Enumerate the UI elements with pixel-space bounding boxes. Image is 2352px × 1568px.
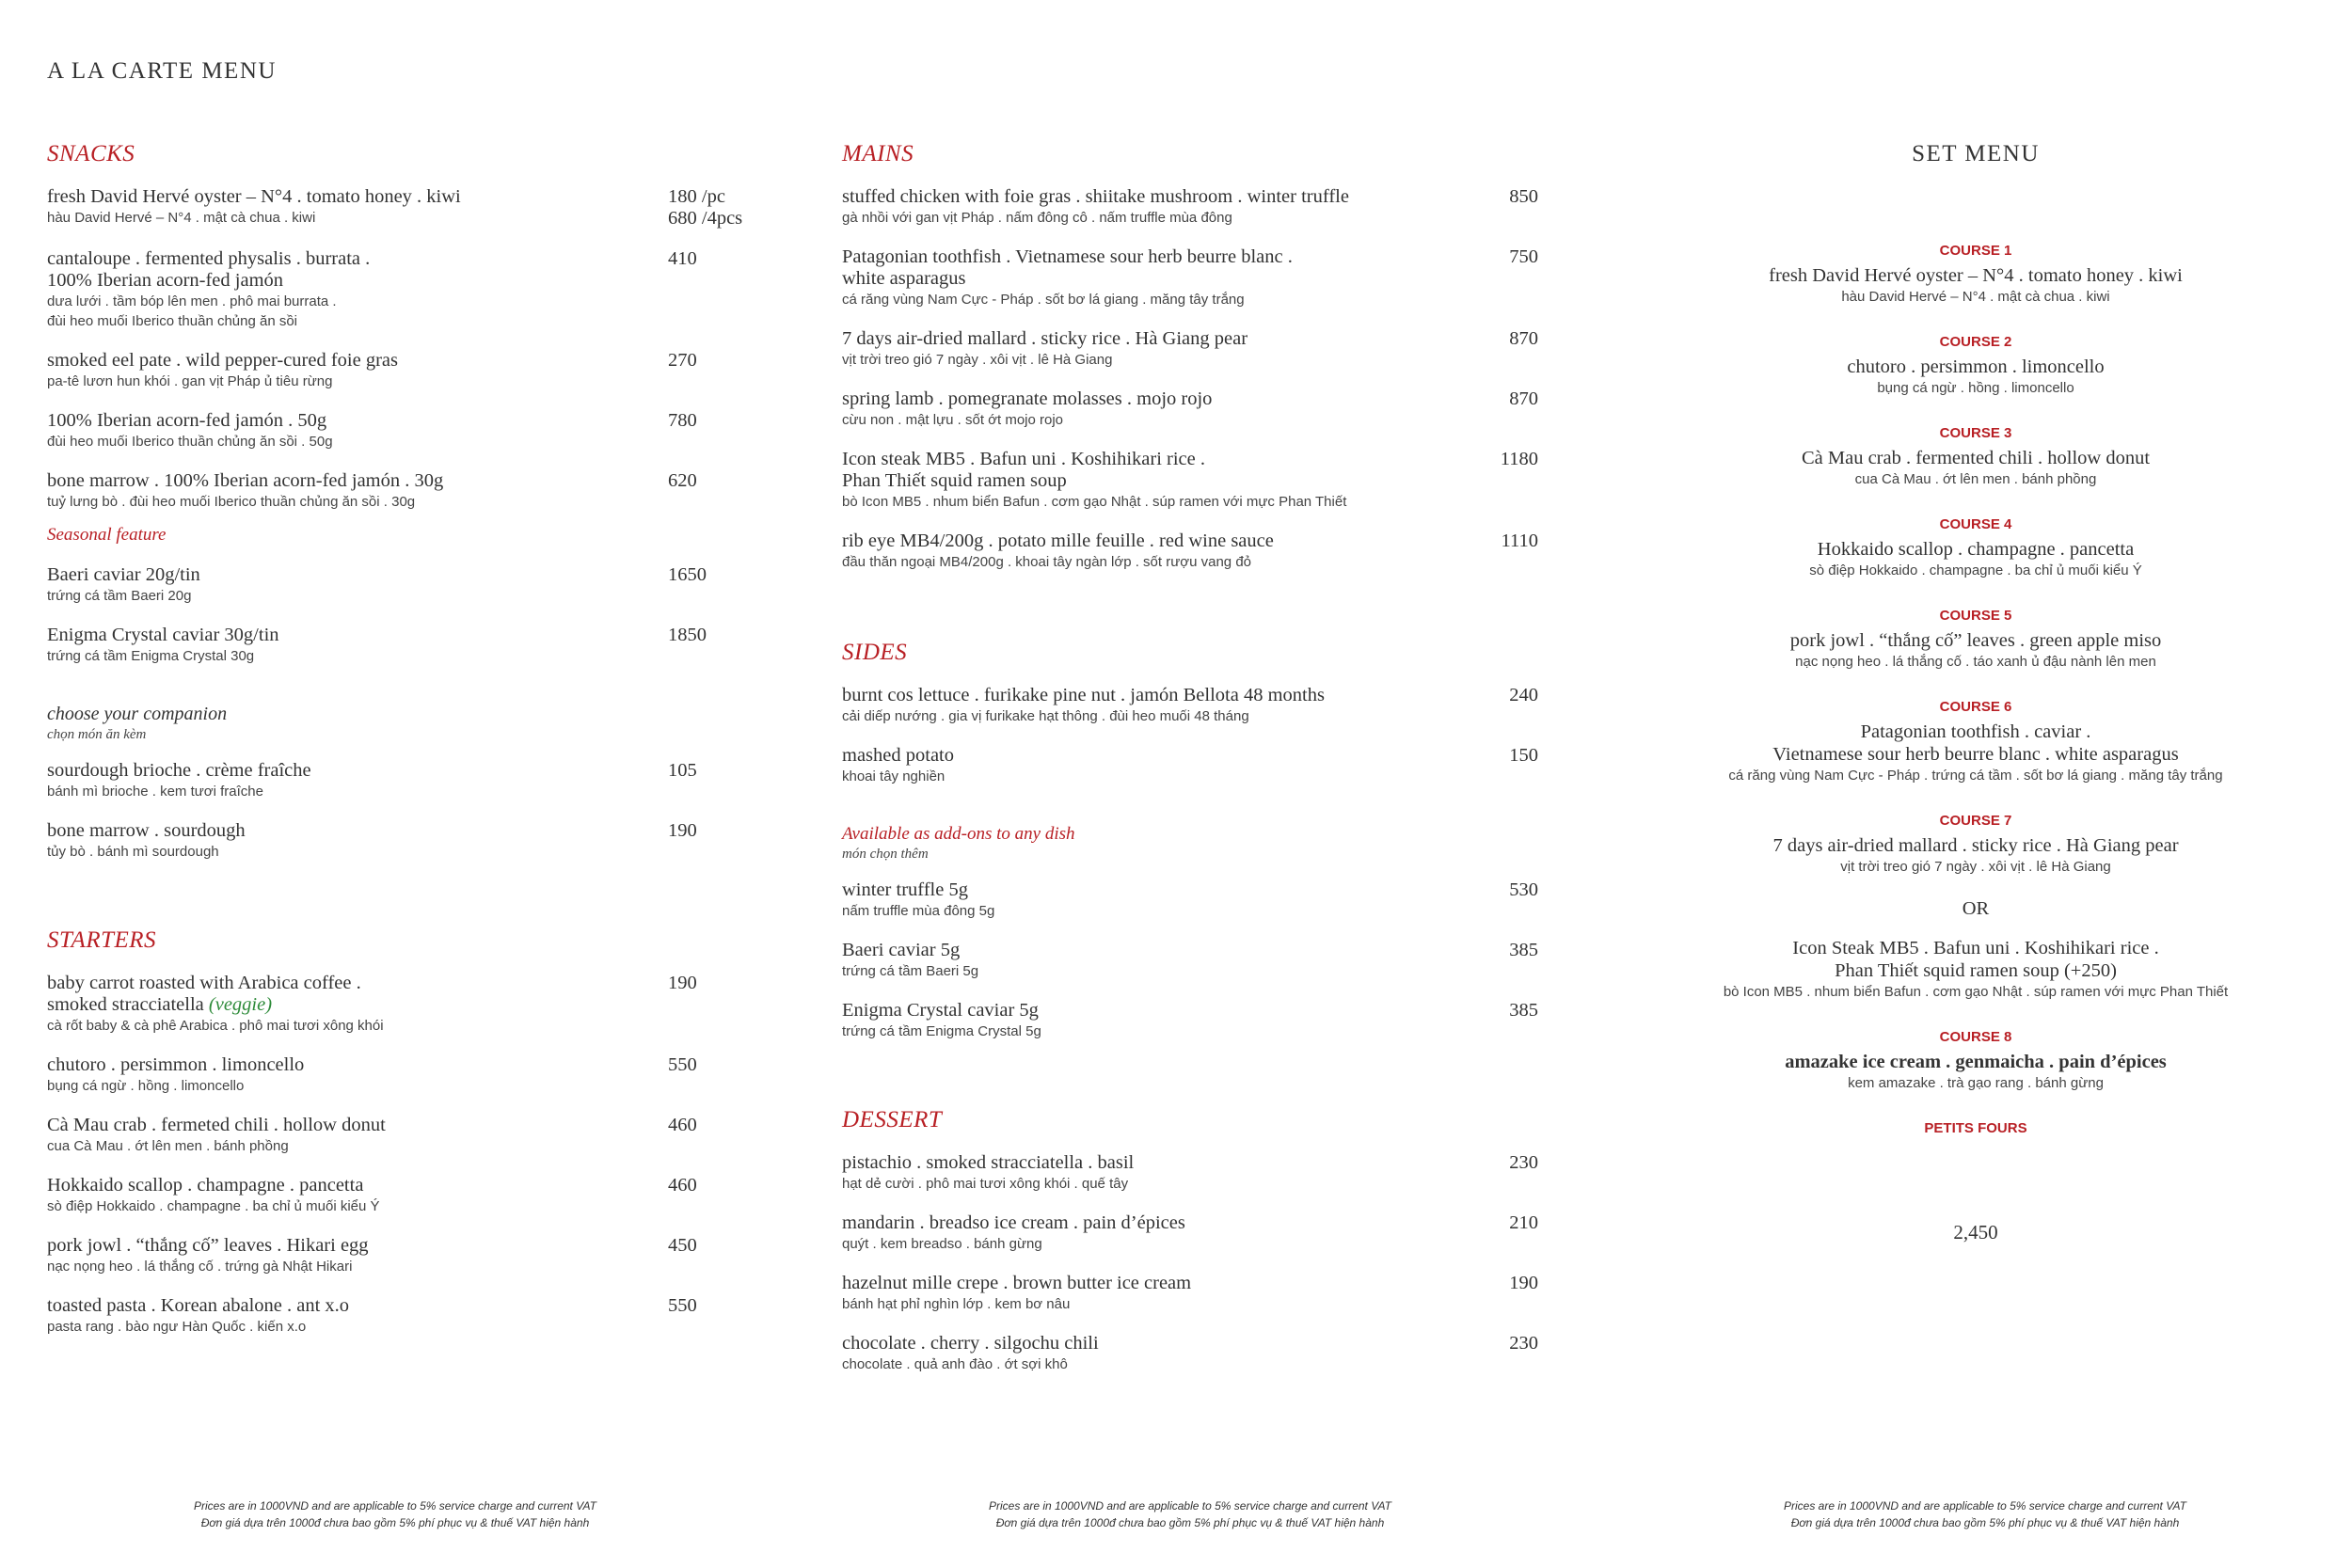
item-name: Baeri caviar 5g <box>842 940 961 960</box>
menu-item <box>842 685 1538 726</box>
item-name-line2 <box>47 994 649 1016</box>
item-name-vn: nạc nọng heo . lá thắng cố . trứng gà Nhật Hikari <box>47 1259 353 1275</box>
course-dish: amazake ice cream . genmaicha . pain d’épices <box>1785 1052 2167 1072</box>
item-price: 450 <box>668 1235 697 1256</box>
item-name: mandarin . breadso ice cream . pain d’épices <box>842 1212 1185 1233</box>
menu-item <box>47 564 762 606</box>
item-price: 240 <box>1509 685 1538 705</box>
or-divider: OR <box>1962 898 1990 919</box>
item-price: 780 <box>668 410 697 431</box>
item-name: Icon steak MB5 . Bafun uni . Koshihikari rice . <box>842 449 1206 469</box>
item-name-vn: đùi heo muối Iberico thuần chủng ăn sồi . 50g <box>47 434 333 450</box>
item-name-vn: trứng cá tầm Baeri 20g <box>47 588 192 604</box>
item-name: 100% Iberian acorn-fed jamón . 50g <box>47 410 327 431</box>
item-name: chutoro . persimmon . limoncello <box>47 1054 305 1075</box>
item-price: 1180 <box>1500 449 1538 469</box>
item-name-vn: cừu non . mật lựu . sốt ớt mojo rojo <box>842 412 1064 428</box>
menu-item <box>842 1152 1538 1194</box>
snacks-section <box>47 141 762 862</box>
menu-item <box>842 186 1538 228</box>
item-name: Baeri caviar 20g/tin <box>47 564 200 585</box>
item-name-vn: cà rốt baby & cà phê Arabica . phô mai tươi xông khói <box>47 1018 384 1034</box>
item-price: 870 <box>1509 328 1538 349</box>
menu-item <box>842 246 1538 309</box>
veggie-tag: (veggie) <box>208 994 273 1015</box>
item-name-vn: tủy bò . bánh mì sourdough <box>47 844 219 860</box>
footer-line-en: Prices are in 1000VND and are applicable to 5% service charge and current VAT <box>988 1499 1391 1513</box>
item-name: pork jowl . “thắng cố” leaves . Hikari egg <box>47 1235 369 1256</box>
footer-line-en: Prices are in 1000VND and are applicable to 5% service charge and current VAT <box>1783 1499 2186 1513</box>
item-price: 150 <box>1509 745 1538 766</box>
item-price: 190 <box>668 820 697 841</box>
course-dish-vn: bụng cá ngừ . hồng . limoncello <box>1877 380 2074 396</box>
menu-item <box>47 625 762 666</box>
item-price: 1850 <box>668 625 707 645</box>
menu-item <box>47 760 762 801</box>
companion-title-vn: chọn món ăn kèm <box>47 727 147 742</box>
sides-section <box>842 640 1538 1041</box>
mains-title: MAINS <box>842 141 914 166</box>
addons-title: Available as add-ons to any dish <box>842 824 1075 844</box>
footer-line-vn: Đơn giá dựa trên 1000đ chưa bao gồm 5% phí phục vụ & thuế VAT hiện hành <box>995 1516 1385 1529</box>
course-dish-line2: Phan Thiết squid ramen soup (+250) <box>1835 960 2117 981</box>
menu-item <box>842 531 1538 572</box>
item-name: Enigma Crystal caviar 30g/tin <box>47 625 279 645</box>
course-dish-vn: kem amazake . trà gạo rang . bánh gừng <box>1848 1075 2104 1091</box>
item-name-line2: 100% Iberian acorn-fed jamón <box>47 270 284 291</box>
dessert-section <box>842 1107 1538 1374</box>
course-dish: Cà Mau crab . fermented chili . hollow donut <box>1801 448 2151 468</box>
menu-item <box>47 973 762 1036</box>
item-price: 550 <box>668 1054 697 1075</box>
menu-item <box>842 1000 1538 1041</box>
item-name-vn: vịt trời treo gió 7 ngày . xôi vịt . lê Hà Giang <box>842 352 1113 368</box>
course-dish-vn: cua Cà Mau . ớt lên men . bánh phồng <box>1854 471 2097 487</box>
item-name-vn: gà nhồi với gan vịt Pháp . nấm đông cô . nấm truffle mùa đông <box>842 210 1232 226</box>
item-price: 230 <box>1509 1333 1538 1354</box>
item-name-vn: tuỷ lưng bò . đùi heo muối Iberico thuần chủng ăn sồi . 30g <box>47 494 416 510</box>
course-block <box>1684 516 2267 580</box>
course-label: COURSE 7 <box>1939 813 2012 829</box>
item-name-vn: pasta rang . bào ngư Hàn Quốc . kiến x.o <box>47 1319 307 1335</box>
item-name-line2: Phan Thiết squid ramen soup <box>842 470 1067 491</box>
course-block <box>1684 699 2267 785</box>
item-name: pistachio . smoked stracciatella . basil <box>842 1152 1135 1173</box>
item-name: hazelnut mille crepe . brown butter ice cream <box>842 1273 1192 1293</box>
companion-title: choose your companion <box>47 704 228 724</box>
item-name: smoked eel pate . wild pepper-cured foie gras <box>47 350 398 371</box>
item-name-vn: hạt dẻ cười . phô mai tươi xông khói . quế tây <box>842 1176 1129 1192</box>
item-price: 105 <box>668 760 697 781</box>
page-title: A LA CARTE MENU <box>47 58 277 84</box>
item-name-vn: bụng cá ngừ . hồng . limoncello <box>47 1078 245 1094</box>
item-name-vn-line2: đùi heo muối Iberico thuần chủng ăn sồi <box>47 313 298 329</box>
course-label: COURSE 3 <box>1939 425 2012 441</box>
item-name-vn: nấm truffle mùa đông 5g <box>842 903 995 919</box>
menu-item <box>47 410 762 451</box>
course-label: COURSE 1 <box>1939 243 2012 259</box>
item-name: Patagonian toothfish . Vietnamese sour herb beurre blanc . <box>842 246 1293 267</box>
item-name-vn: cua Cà Mau . ớt lên men . bánh phồng <box>47 1138 289 1154</box>
item-price-alt: 680 /4pcs <box>668 208 743 229</box>
course-dish-vn: vịt trời treo gió 7 ngày . xôi vịt . lê Hà Giang <box>1840 859 2111 875</box>
item-name: baby carrot roasted with Arabica coffee . <box>47 973 361 993</box>
course-block <box>1684 425 2267 489</box>
item-price: 190 <box>668 973 697 993</box>
item-name-vn: cải diếp nướng . gia vị furikake hạt thông . đùi heo muối 48 tháng <box>842 708 1249 724</box>
footer-note <box>861 1497 1519 1531</box>
menu-item <box>842 328 1538 370</box>
item-name-line2: white asparagus <box>842 268 966 289</box>
course-dish-vn: sò điệp Hokkaido . champagne . ba chỉ ủ muối kiểu Ý <box>1809 562 2142 578</box>
menu-item <box>842 1273 1538 1314</box>
item-price: 410 <box>668 248 697 269</box>
item-name: rib eye MB4/200g . potato mille feuille . red wine sauce <box>842 531 1274 551</box>
menu-item <box>47 1054 762 1096</box>
item-name: 7 days air-dried mallard . sticky rice . Hà Giang pear <box>842 328 1248 349</box>
item-name: bone marrow . sourdough <box>47 820 246 841</box>
item-price: 530 <box>1509 879 1538 900</box>
item-price: 385 <box>1509 1000 1538 1021</box>
item-name-vn: trứng cá tầm Baeri 5g <box>842 963 979 979</box>
snacks-title: SNACKS <box>47 141 135 166</box>
menu-item <box>842 1212 1538 1254</box>
item-name-vn: trứng cá tầm Enigma Crystal 5g <box>842 1023 1041 1039</box>
course-dish: fresh David Hervé oyster – N°4 . tomato honey . kiwi <box>1769 265 2183 286</box>
course-label: COURSE 5 <box>1939 608 2012 624</box>
item-name: mashed potato <box>842 745 954 766</box>
item-price: 460 <box>668 1175 697 1196</box>
course-block <box>1684 334 2267 398</box>
item-name-vn: khoai tây nghiền <box>842 768 946 784</box>
item-name: spring lamb . pomegranate molasses . mojo rojo <box>842 388 1213 409</box>
menu-item <box>47 1175 762 1216</box>
item-price: 385 <box>1509 940 1538 960</box>
item-name-vn: sò điệp Hokkaido . champagne . ba chỉ ủ muối kiểu Ý <box>47 1198 380 1214</box>
menu-item <box>842 388 1538 430</box>
item-name: sourdough brioche . crème fraîche <box>47 760 311 781</box>
item-price: 270 <box>668 350 697 371</box>
mains-section <box>842 141 1538 572</box>
footer-line-vn: Đơn giá dựa trên 1000đ chưa bao gồm 5% phí phục vụ & thuế VAT hiện hành <box>1790 1516 2180 1529</box>
item-price: 620 <box>668 470 697 491</box>
course-label: COURSE 8 <box>1939 1029 2012 1045</box>
item-price: 230 <box>1509 1152 1538 1173</box>
menu-item <box>842 1333 1538 1374</box>
item-name-vn: trứng cá tầm Enigma Crystal 30g <box>47 648 255 664</box>
item-name-vn: bò Icon MB5 . nhum biển Bafun . cơm gạo Nhật . súp ramen với mực Phan Thiết <box>842 494 1347 510</box>
menu-item <box>47 820 762 862</box>
petits-fours-block <box>1684 1120 2267 1136</box>
menu-item <box>47 248 762 331</box>
item-name: Hokkaido scallop . champagne . pancetta <box>47 1175 364 1196</box>
starters-title: STARTERS <box>47 927 157 953</box>
item-name: bone marrow . 100% Iberian acorn-fed jamón . 30g <box>47 470 444 491</box>
footer-note <box>66 1497 724 1531</box>
item-name-vn: hàu David Hervé – N°4 . mật cà chua . kiwi <box>47 210 316 226</box>
menu-item <box>842 940 1538 981</box>
course-block <box>1684 608 2267 672</box>
petits-fours-label: PETITS FOURS <box>1924 1120 2027 1136</box>
menu-item <box>47 1295 762 1337</box>
item-name: Cà Mau crab . fermeted chili . hollow donut <box>47 1115 386 1135</box>
set-menu-price: 2,450 <box>1953 1221 1998 1243</box>
footer-note <box>1656 1497 2314 1531</box>
item-price: 210 <box>1509 1212 1538 1233</box>
item-name: Enigma Crystal caviar 5g <box>842 1000 1039 1021</box>
item-name: toasted pasta . Korean abalone . ant x.o <box>47 1295 350 1316</box>
item-price: 750 <box>1509 246 1538 267</box>
item-name: burnt cos lettuce . furikake pine nut . jamón Bellota 48 months <box>842 685 1325 705</box>
item-price: 870 <box>1509 388 1538 409</box>
item-price: 1110 <box>1501 531 1538 551</box>
course-dish: pork jowl . “thắng cố” leaves . green apple miso <box>1789 630 2162 651</box>
course-dish: Icon Steak MB5 . Bafun uni . Koshihikari rice . <box>1792 938 2159 958</box>
item-price: 1650 <box>668 564 707 585</box>
item-name-vn: đầu thăn ngoại MB4/200g . khoai tây ngàn lớp . sốt rượu vang đỏ <box>842 554 1251 570</box>
course-dish-line2: Vietnamese sour herb beurre blanc . white asparagus <box>1772 744 2179 765</box>
set-menu-title: SET MENU <box>1912 141 2040 166</box>
course-label: COURSE 4 <box>1939 516 2012 532</box>
menu-item <box>47 186 762 230</box>
course-dish-vn: bò Icon MB5 . nhum biển Bafun . cơm gạo Nhật . súp ramen với mực Phan Thiết <box>1723 984 2229 1000</box>
column-left <box>47 141 762 1355</box>
item-name-vn: quýt . kem breadso . bánh gừng <box>842 1236 1042 1252</box>
item-name: stuffed chicken with foie gras . shiitake mushroom . winter truffle <box>842 186 1349 207</box>
menu-item <box>47 1115 762 1156</box>
item-name: cantaloupe . fermented physalis . burrata . <box>47 248 371 269</box>
item-price: 190 <box>1509 1273 1538 1293</box>
menu-item <box>842 879 1538 921</box>
course-dish: 7 days air-dried mallard . sticky rice . Hà Giang pear <box>1772 835 2179 856</box>
starters-section <box>47 927 762 1337</box>
sides-title: SIDES <box>842 640 908 665</box>
seasonal-feature-title: Seasonal feature <box>47 525 167 545</box>
item-price: 180 /pc <box>668 186 725 207</box>
menu-item <box>47 350 762 391</box>
item-name-vn: chocolate . quả anh đào . ớt sợi khô <box>842 1356 1068 1372</box>
item-name: chocolate . cherry . silgochu chili <box>842 1333 1099 1354</box>
course-dish: Hokkaido scallop . champagne . pancetta <box>1817 539 2135 560</box>
item-price: 850 <box>1509 186 1538 207</box>
course-block <box>1684 1029 2267 1093</box>
item-name: winter truffle 5g <box>842 879 968 900</box>
course-dish: Patagonian toothfish . caviar . <box>1860 721 2091 742</box>
menu-item <box>842 449 1538 512</box>
course-dish-vn: nạc nọng heo . lá thắng cố . táo xanh ủ đậu nành lên men <box>1795 654 2156 670</box>
item-name-vn: pa-tê lươn hun khói . gan vịt Pháp ủ tiêu rừng <box>47 373 333 389</box>
course-block-alt <box>1684 937 2267 1002</box>
item-price: 550 <box>668 1295 697 1316</box>
item-name-vn: bánh hạt phỉ nghìn lớp . kem bơ nâu <box>842 1296 1071 1312</box>
menu-item <box>842 745 1538 786</box>
course-label: COURSE 2 <box>1939 334 2012 350</box>
footer-line-en: Prices are in 1000VND and are applicable to 5% service charge and current VAT <box>193 1499 596 1513</box>
course-block <box>1684 243 2267 307</box>
item-name-vn: bánh mì brioche . kem tươi fraîche <box>47 784 263 800</box>
course-label: COURSE 6 <box>1939 699 2012 715</box>
addons-title-vn: món chọn thêm <box>842 847 929 862</box>
course-dish-vn: hàu David Hervé – N°4 . mật cà chua . kiwi <box>1841 289 2110 305</box>
course-block <box>1684 813 2267 877</box>
course-dish-vn: cá răng vùng Nam Cực - Pháp . trứng cá tầm . sốt bơ lá giang . măng tây trắng <box>1728 768 2223 784</box>
column-middle <box>842 141 1538 1393</box>
menu-item <box>47 1235 762 1276</box>
item-name-vn: cá răng vùng Nam Cực - Pháp . sốt bơ lá giang . măng tây trắng <box>842 292 1245 308</box>
item-name: fresh David Hervé oyster – N°4 . tomato honey . kiwi <box>47 186 461 207</box>
column-right <box>1684 141 2267 1244</box>
dessert-title: DESSERT <box>842 1107 943 1132</box>
footer-line-vn: Đơn giá dựa trên 1000đ chưa bao gồm 5% phí phục vụ & thuế VAT hiện hành <box>200 1516 590 1529</box>
course-dish: chutoro . persimmon . limoncello <box>1847 356 2105 377</box>
item-price: 460 <box>668 1115 697 1135</box>
item-name-vn: dưa lưới . tầm bóp lên men . phô mai burrata . <box>47 293 337 309</box>
menu-item <box>47 470 762 512</box>
item-name-line2-text: smoked stracciatella <box>47 994 204 1015</box>
